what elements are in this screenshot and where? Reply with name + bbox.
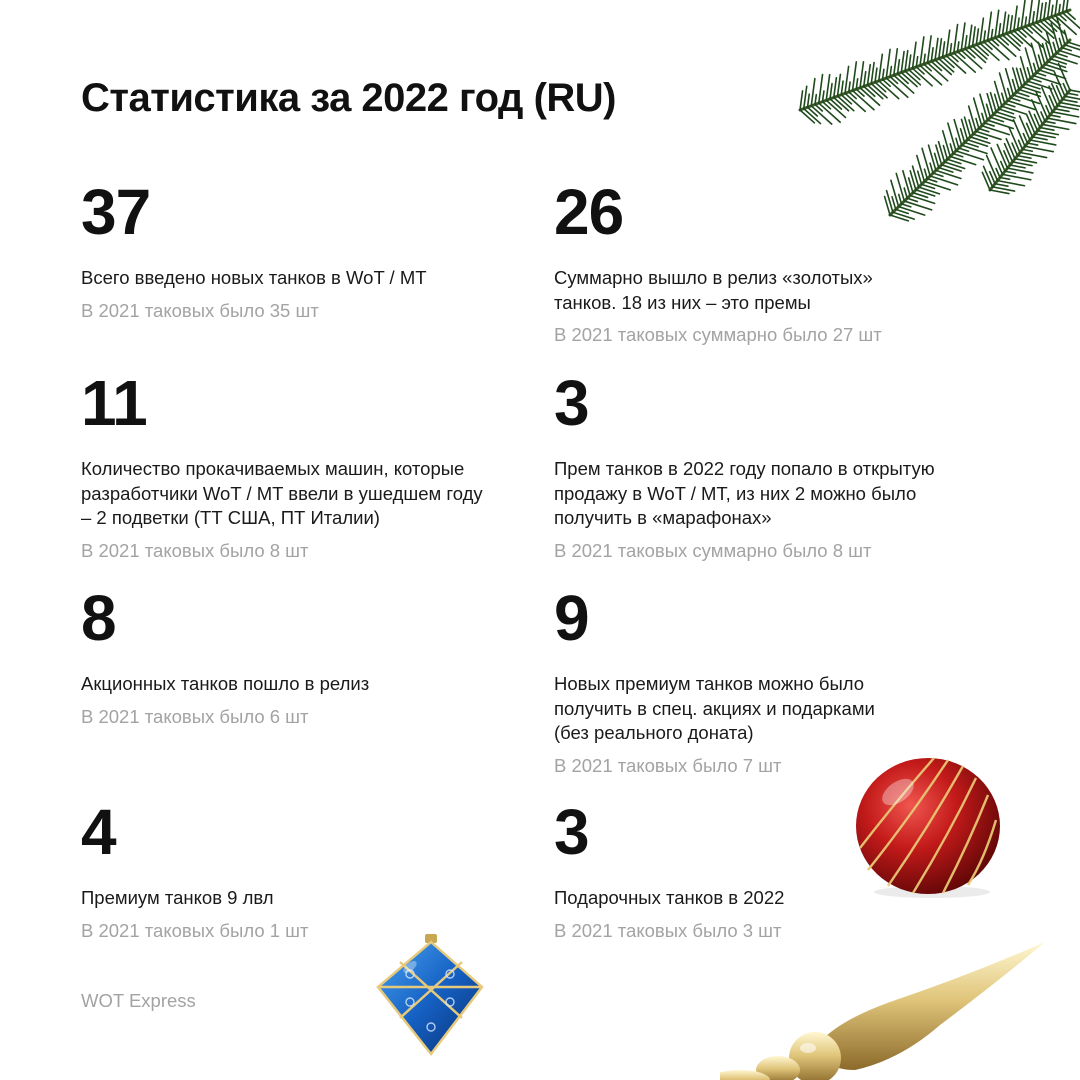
stat-number: 8 <box>81 582 116 654</box>
stat-description: Суммарно вышло в релиз «золотых» танков. 18 из них – это премы <box>554 267 873 313</box>
stat-premium-sale <box>554 367 984 563</box>
stat-previous-year: В 2021 таковых суммарно было 27 шт <box>554 324 882 345</box>
stat-number: 11 <box>81 367 147 439</box>
red-ornament-icon <box>848 750 1008 900</box>
stat-previous-year: В 2021 таковых суммарно было 8 шт <box>554 539 872 561</box>
stat-number: 37 <box>81 176 151 248</box>
stat-researchable-vehicles <box>81 367 511 563</box>
stat-description: Количество прокачиваемых машин, которые разработчики WoT / MT ввели в ушедшем году – 2 подветки (ТТ США, ПТ Италии) <box>81 458 483 528</box>
stat-previous-year: В 2021 таковых было 6 шт <box>81 705 309 727</box>
stat-number: 3 <box>554 367 589 439</box>
stat-promo-tanks <box>81 582 511 729</box>
stat-previous-year: В 2021 таковых было 35 шт <box>81 299 319 321</box>
blue-ornament-icon <box>370 932 490 1057</box>
stat-previous-year: В 2021 таковых было 1 шт <box>81 919 309 941</box>
stat-number: 26 <box>554 176 624 248</box>
stat-tier9-premium <box>81 796 511 943</box>
stat-description: Новых премиум танков можно было получить в спец. акциях и подарками (без реального доната) <box>554 673 875 743</box>
stat-previous-year: В 2021 таковых было 7 шт <box>554 754 782 776</box>
stat-new-tanks <box>81 176 511 323</box>
stat-previous-year: В 2021 таковых было 8 шт <box>81 539 309 561</box>
stat-number: 3 <box>554 796 589 868</box>
stat-description: Акционных танков пошло в релиз <box>81 673 370 694</box>
stat-previous-year: В 2021 таковых было 3 шт <box>554 919 782 941</box>
gold-tree-topper-icon <box>720 930 1080 1080</box>
page-title: Статистика за 2022 год (RU) <box>81 76 616 120</box>
stat-description: Премиум танков 9 лвл <box>81 887 274 908</box>
stat-description: Подарочных танков в 2022 <box>554 887 785 908</box>
stat-number: 9 <box>554 582 589 654</box>
stat-description: Всего введено новых танков в WoT / MT <box>81 267 427 288</box>
stat-free-premium-tanks <box>554 582 984 778</box>
stat-gold-tanks <box>554 176 984 347</box>
stat-description: Прем танков в 2022 году попало в открытую продажу в WoT / MT, из них 2 можно было получить в «марафонах» <box>554 458 935 528</box>
stat-number: 4 <box>81 796 116 868</box>
brand-label: WOT Express <box>81 990 196 1011</box>
